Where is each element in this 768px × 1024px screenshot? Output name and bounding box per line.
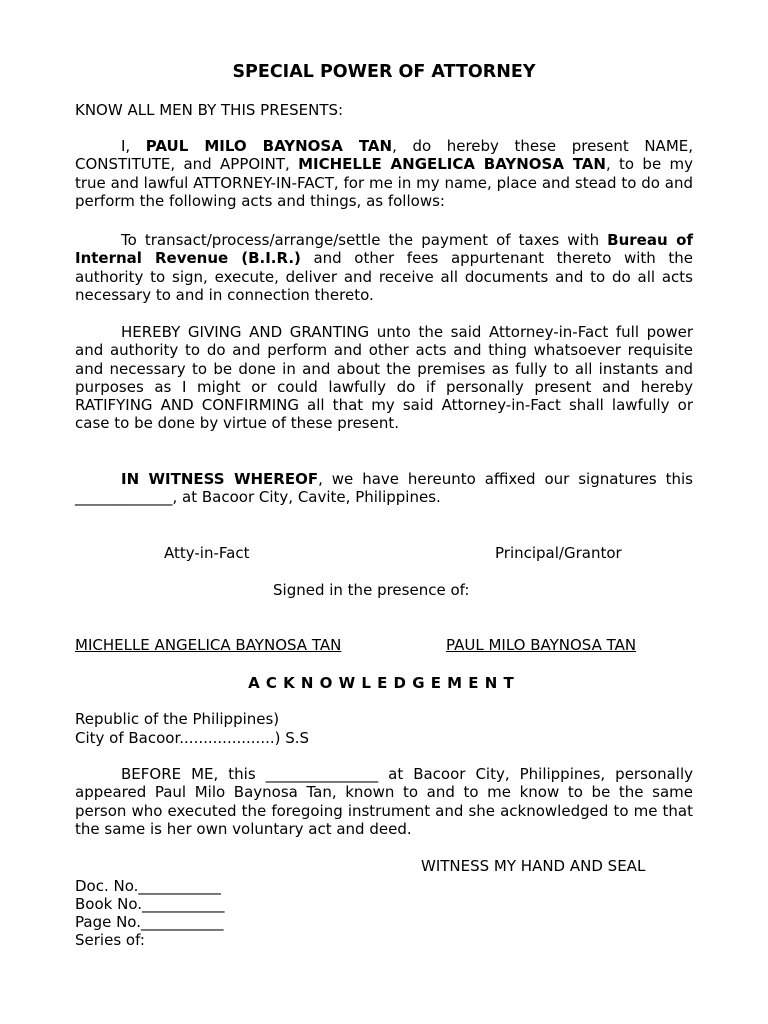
agency-name-bold: Bureau of Internal Revenue (B.I.R.) xyxy=(75,231,693,268)
acknowledgement-heading: ACKNOWLEDGEMENT xyxy=(248,674,520,692)
para4-text: , we have hereunto affixed our signatures this _____________, at Bacoor City, Cavite, Philippines. xyxy=(75,470,694,507)
signed-in-presence: Signed in the presence of: xyxy=(273,581,470,599)
attorney-role-label: Atty-in-Fact xyxy=(164,544,250,562)
granting-paragraph: HEREBY GIVING AND GRANTING unto the said Attorney-in-Fact full power and authority to do and perform and other acts and thing whatsoever requisite and necessary to be done in and about the premises as fully to all instants and purposes as I might or could lawfully do if personally present and hereby RATIFYING AND CONFIRMING all that my said Attorney-in-Fact shall lawfully or case to be done by virtue of these present. xyxy=(75,323,693,433)
para1-text-3: , to be my true and lawful ATTORNEY-IN-FACT, for me in my name, place and stead to do and perform the following acts and things, as follows: xyxy=(75,155,693,210)
para2-text-2: and other fees appurtenant thereto with the authority to sign, execute, deliver and receive all documents and to do all acts necessary to and in connection thereto. xyxy=(75,249,693,304)
para2-text-1: To transact/process/arrange/settle the payment of taxes with xyxy=(121,231,608,249)
document-title: SPECIAL POWER OF ATTORNEY xyxy=(232,62,536,82)
page-number: Page No.___________ xyxy=(75,913,224,931)
principal-signature-name: PAUL MILO BAYNOSA TAN xyxy=(446,636,637,654)
para1-text-2: , do hereby these present NAME, CONSTITUTE, and APPOINT, xyxy=(75,137,694,174)
acknowledgement-body: BEFORE ME, this _______________ at Bacoor City, Philippines, personally appeared Paul Milo Baynosa Tan, known to and to me know to be the same person who executed the foregoing instrument and she acknowledged to me that the same is her own voluntary act and deed. xyxy=(75,765,693,838)
attorney-name-bold: MICHELLE ANGELICA BAYNOSA TAN xyxy=(298,155,606,174)
principal-name-bold: PAUL MILO BAYNOSA TAN xyxy=(145,137,393,155)
venue-city: City of Bacoor....................) S.S xyxy=(75,729,310,747)
para1-text-1: I, xyxy=(121,137,146,155)
witness-hand-seal: WITNESS MY HAND AND SEAL xyxy=(421,857,646,875)
authority-paragraph xyxy=(75,231,693,304)
venue-republic: Republic of the Philippines) xyxy=(75,710,280,728)
witness-lead-bold: IN WITNESS WHEREOF xyxy=(121,470,319,488)
principal-role-label: Principal/Grantor xyxy=(495,544,622,562)
attorney-signature-name: MICHELLE ANGELICA BAYNOSA TAN xyxy=(75,636,342,654)
doc-number: Doc. No.___________ xyxy=(75,877,221,895)
opening-line: KNOW ALL MEN BY THIS PRESENTS: xyxy=(75,101,344,119)
series-of: Series of: xyxy=(75,931,145,949)
book-number: Book No.___________ xyxy=(75,895,225,913)
appointment-paragraph xyxy=(75,137,693,210)
witness-paragraph xyxy=(75,470,693,507)
